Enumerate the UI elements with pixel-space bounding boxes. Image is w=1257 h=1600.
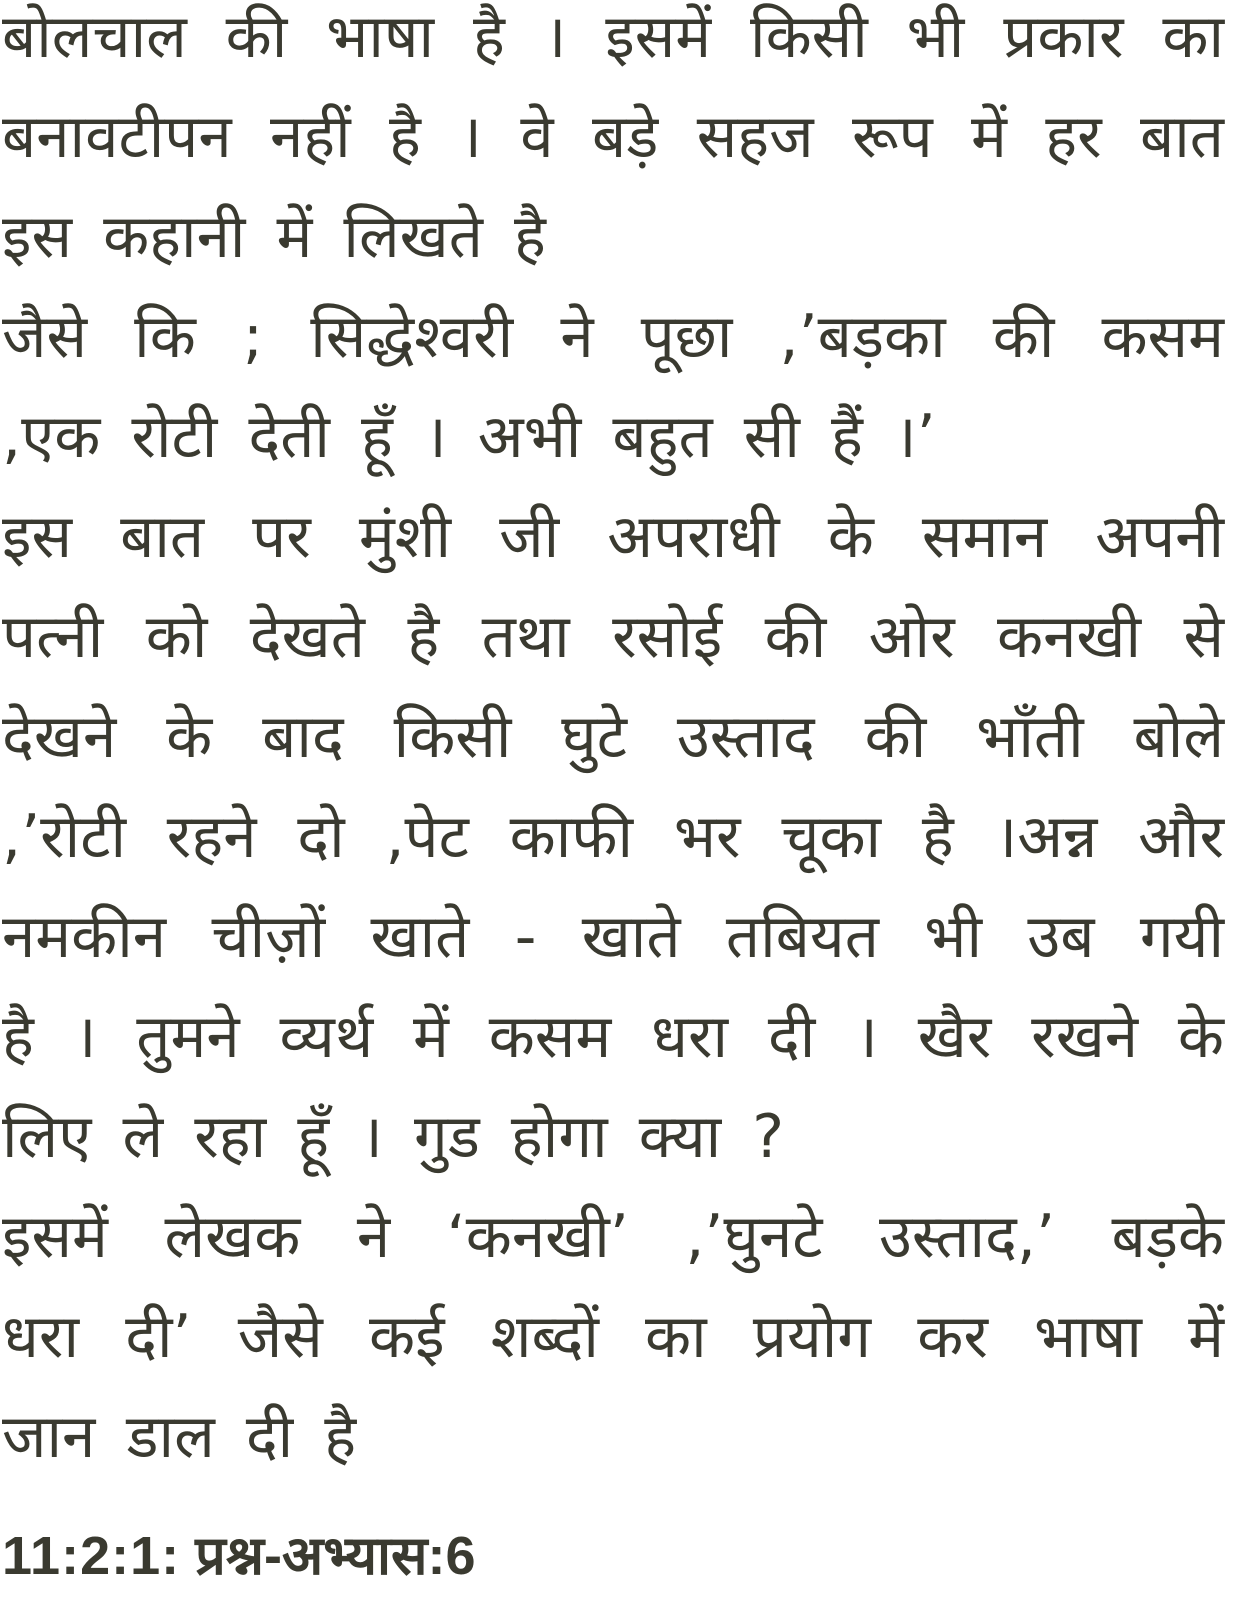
section-number: 11:2:1: [2,1526,181,1586]
text-line-2: बनावटीपन नहीं है । वे बड़े सहज रूप में हर बात [2,102,1224,172]
text-line-5: ,एक रोटी देती हूँ । अभी बहुत सी हैं ।’ [2,402,936,472]
text-line-6: इस बात पर मुंशी जी अपराधी के समान अपनी [2,502,1224,572]
text-line-12: लिए ले रहा हूँ । गुड होगा क्या ? [2,1102,785,1172]
text-line-3: इस कहानी में लिखते है [2,202,546,272]
text-line-1: बोलचाल की भाषा है । इसमें किसी भी प्रकार का [2,2,1224,72]
text-line-14: धरा दी’ जैसे कई शब्दों का प्रयोग कर भाषा में [2,1302,1224,1372]
text-line-10: नमकीन चीज़ों खाते - खाते तबियत भी उब गयी [2,902,1224,972]
text-line-11: है । तुमने व्यर्थ में कसम धरा दी । खैर रखने के [2,1002,1224,1072]
text-line-15: जान डाल दी है [2,1402,357,1472]
section-title: प्रश्न-अभ्यास:6 [195,1526,476,1586]
section-heading [2,1512,476,1600]
text-line-9: ,’रोटी रहने दो ,पेट काफी भर चूका है ।अन्न और [2,802,1224,872]
text-line-8: देखने के बाद किसी घुटे उस्ताद की भाँती बोले [2,702,1224,772]
text-line-13: इसमें लेखक ने ‘कनखी’ ,’घुनटे उस्ताद,’ बड़के [2,1202,1224,1272]
text-line-7: पत्नी को देखते है तथा रसोई की ओर कनखी से [2,602,1224,672]
text-line-4: जैसे कि ; सिद्धेश्वरी ने पूछा ,’बड़का की कसम [2,302,1224,372]
